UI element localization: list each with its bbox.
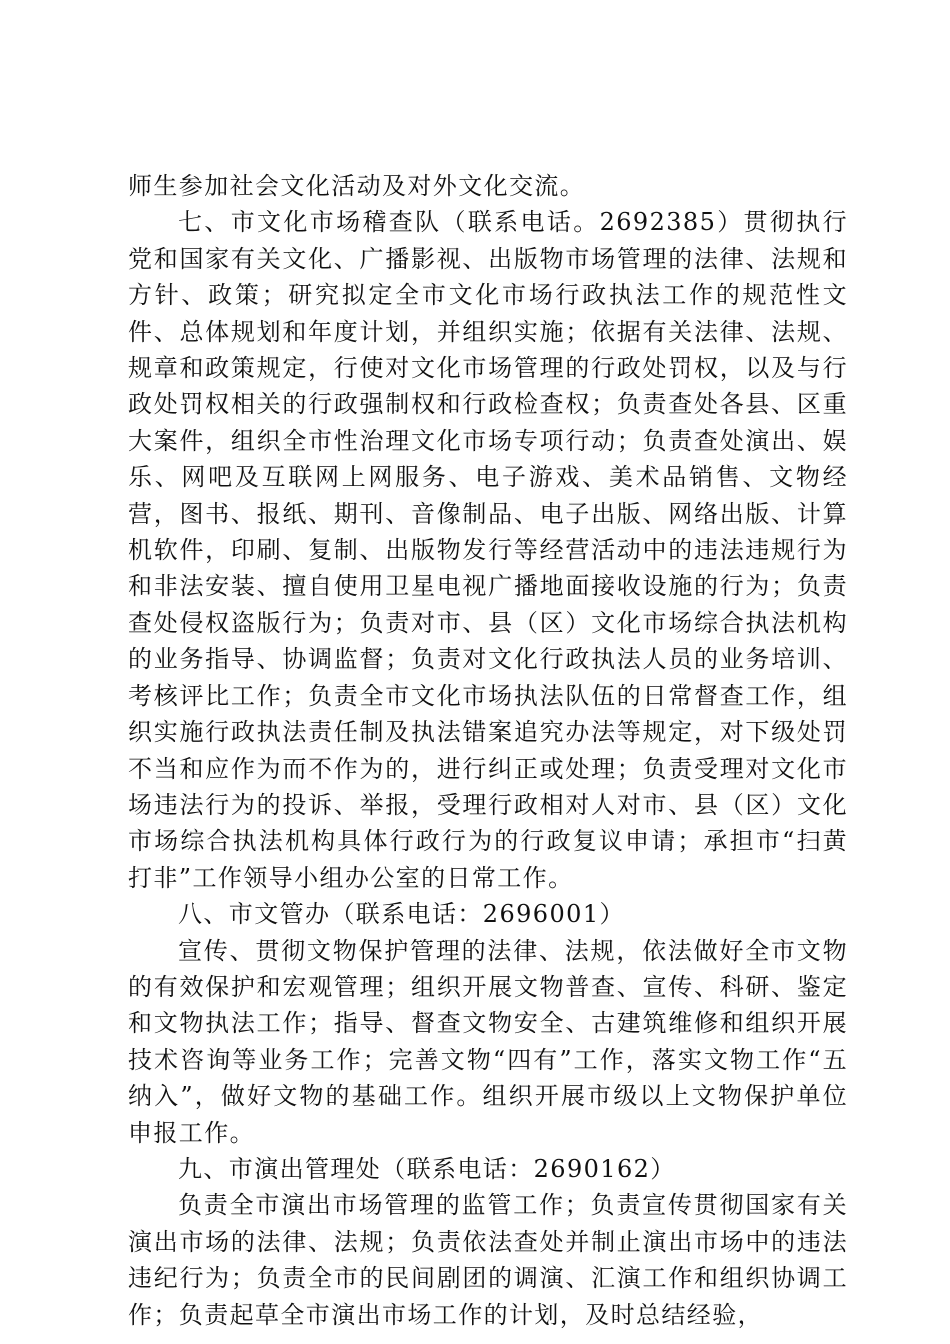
heading-section-8: 八、市文管办（联系电话：2696001）	[178, 900, 625, 929]
document-body	[128, 168, 848, 1333]
paragraph-section-9-body: 负责全市演出市场管理的监管工作；负责宣传贯彻国家有关演出市场的法律、法规；负责依法查处并制止演出市场中的违法违纪行为；负责全市的民间剧团的调演、汇演工作和组织协调工作；负责起草全市演出市场工作的计划，及时总结经验，	[128, 1191, 848, 1329]
paragraph-section-7: 七、市文化市场稽查队（联系电话。2692385）贯彻执行党和国家有关文化、广播影视、出版物市场管理的法律、法规和方针、政策；研究拟定全市文化市场行政执法工作的规范性文件、总体规划和年度计划，并组织实施；依据有关法律、法规、规章和政策规定，行使对文化市场管理的行政处罚权，以及与行政处罚权相关的行政强制权和行政检查权；负责查处各县、区重大案件，组织全市性治理文化市场专项行动；负责查处演出、娱乐、网吧及互联网上网服务、电子游戏、美术品销售、文物经营，图书、报纸、期刊、音像制品、电子出版、网络出版、计算机软件，印刷、复制、出版物发行等经营活动中的违法违规行为和非法安装、擅自使用卫星电视广播地面接收设施的行为；负责查处侵权盗版行为；负责对市、县（区）文化市场综合执法机构的业务指导、协调监督；负责对文化行政执法人员的业务培训、考核评比工作；负责全市文化市场执法队伍的日常督查工作，组织实施行政执法责任制及执法错案追究办法等规定，对下级处罚不当和应作为而不作为的，进行纠正或处理；负责受理对文化市场违法行为的投诉、举报，受理行政相对人对市、县（区）文化市场综合执法机构具体行政行为的行政复议申请；承担市“扫黄打非”工作领导小组办公室的日常工作。	[128, 208, 848, 892]
paragraph-continuation: 师生参加社会文化活动及对外文化交流。	[128, 172, 586, 200]
paragraph-section-8-body: 宣传、贯彻文物保护管理的法律、法规，依法做好全市文物的有效保护和宏观管理；组织开展文物普查、宣传、科研、鉴定和文物执法工作；指导、督查文物安全、古建筑维修和组织开展技术咨询等业务工作；完善文物“四有”工作，落实文物工作“五纳入”，做好文物的基础工作。组织开展市级以上文物保护单位申报工作。	[128, 936, 848, 1147]
heading-section-9: 九、市演出管理处（联系电话：2690162）	[178, 1154, 676, 1183]
